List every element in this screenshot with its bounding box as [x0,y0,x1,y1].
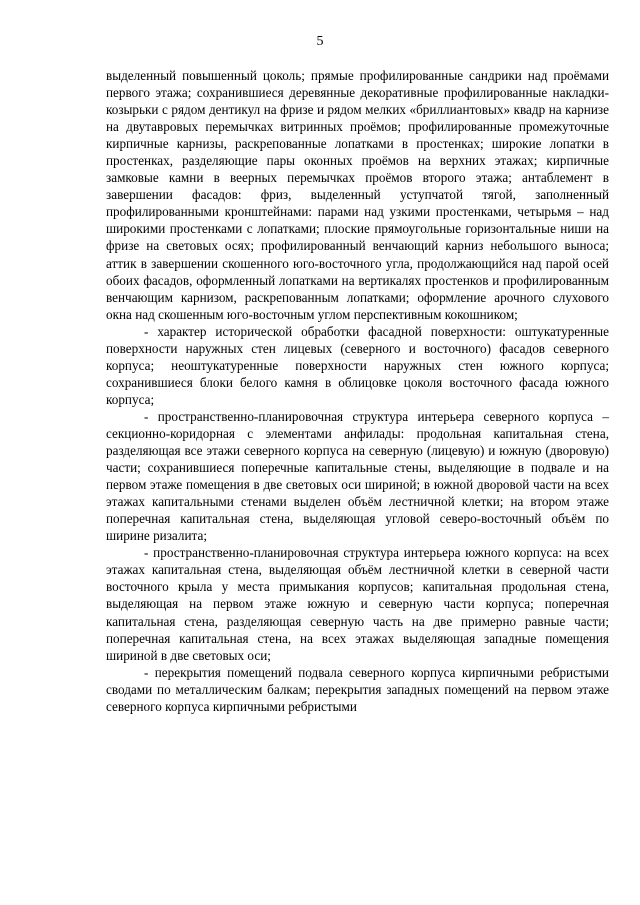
paragraph-facade-elements: выделенный повышенный цоколь; прямые профилированные сандрики над проёмами первого этажа; сохранившиеся деревянные декоративные профилированные накладки-козырьки с рядом дентикул на фризе и рядом мелких «бриллиантовых» квадр на карнизе на двутавровых перемычках витринных проёмов; профилированные промежуточные кирпичные карнизы, раскрепованные лопатками в простенках; широкие лопатки в простенках, разделяющие пары оконных проёмов на верхних этажах; кирпичные замковые камни в веерных перемычках проёмов второго этажа; антаблемент в завершении фасадов: фриз, выделенный уступчатой тягой, заполненный профилированными кронштейнами: парами над узкими простенками, четырьмя – над широкими простенками с лопатками; плоские прямоугольные горизонтальные ниши на фризе на световых осях; профилированный венчающий карниз небольшого выноса; аттик в завершении скошенного юго-восточного угла, продолжающийся над парой осей обоих фасадов, оформленный лопатками на вертикалях простенков и профилированным венчающим карнизом, раскрепованным лопатками; оформление арочного слухового окна над скошенным юго-восточным углом перспективным кокошником; [106,68,609,322]
paragraph-facade-surface: - характер исторической обработки фасадной поверхности: оштукатуренные поверхности наружных стен лицевых (северного и восточного) фасадов северного корпуса; неоштукатуренные поверхности наружных стен южного корпуса; сохранившиеся блоки белого камня в облицовке цоколя восточного фасада южного корпуса; [106,323,609,407]
page-number: 5 [316,34,324,49]
paragraph-north-building-layout: - пространственно-планировочная структура интерьера северного корпуса – секционно-коридорная с элементами анфилады: продольная капитальная стена, разделяющая все этажи северного корпуса на северную (лицевую) и южную (дворовую) части; сохранившиеся поперечные капитальные стены, выделяющие в подвале и на первом этаже помещения в две световых оси шириной; в южной дворовой части на всех этажах капитальными стенами выделен объём лестничной клетки; на втором этаже поперечная капитальная стена, выделяющая угловой северо-восточный объём по ширине ризалита; [106,408,609,544]
paragraph-basement-ceilings: - перекрытия помещений подвала северного корпуса кирпичными ребристыми сводами по металлическим балкам; перекрытия западных помещений на первом этаже северного корпуса кирпичными ребристыми [106,664,609,714]
body-text [106,67,609,715]
paragraph-south-building-layout: - пространственно-планировочная структура интерьера южного корпуса: на всех этажах капитальная стена, выделяющая объём лестничной клетки в северной части восточного крыла у места примыкания корпусов; капитальная продольная стена, выделяющая на первом этаже южную и северную части корпуса; поперечная капитальная стена, разделяющая северную часть на две примерно равные части; поперечная капитальная стена, на всех этажах выделяющая западные помещения шириной в две световых оси; [106,545,609,663]
